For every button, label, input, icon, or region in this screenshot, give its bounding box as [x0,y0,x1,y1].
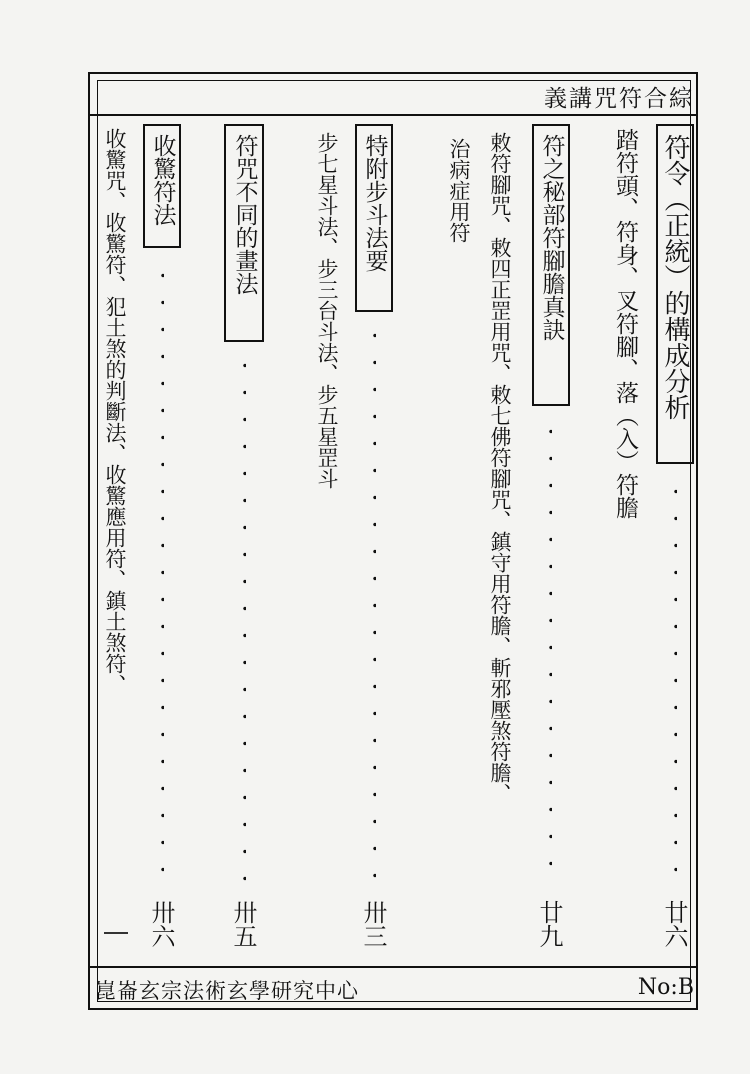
footer-number: No:B [637,975,694,1000]
entry-1-page: 廿六 [660,900,688,948]
entry-2-page: 廿九 [535,900,563,948]
entry-1-subtitle: 踏符頭、符身、叉符腳、落（入）符膽 [612,128,638,519]
footer-institute: 崑崙玄宗法術玄學研究中心 [95,979,359,1003]
entry-5-subtitle: 收驚咒、收驚符、犯土煞的判斷法、收驚應用符、鎮土煞符、 [103,128,127,695]
entry-5-page: 卅六 [147,900,175,948]
inner-frame [97,80,691,1002]
entry-5-title: 收驚符法 [143,124,181,248]
entry-3-subtitle: 步七星斗法、步三台斗法、步五星罡斗 [315,132,339,489]
entry-2-leader-dots [549,418,552,888]
continuation-mark [104,932,128,934]
entry-3-page: 卅三 [359,900,387,948]
entry-4-page: 卅五 [229,900,257,948]
entry-1-title: 符令（正統）的構成分析 [656,124,694,464]
header-divider [89,114,698,116]
entry-2-title: 符之秘部符腳膽真訣 [532,124,570,406]
entry-2-subtitle-line-2: 治病症用符 [447,138,471,243]
entry-4-title: 符咒不同的畫法 [224,124,264,342]
header-title: 義講咒符合綜 [544,86,694,112]
entry-1-leader-dots [674,478,677,888]
entry-3-title: 特附步斗法要 [355,124,393,312]
entry-3-leader-dots [373,322,376,888]
entry-5-leader-dots [161,262,164,888]
entry-4-leader-dots [243,352,246,888]
entry-2-subtitle-line-1: 敕符腳咒、敕四正罡用咒、敕七佛符腳咒、鎮守用符膽、斬邪壓煞符膽、 [488,132,512,804]
footer-divider [89,966,698,968]
